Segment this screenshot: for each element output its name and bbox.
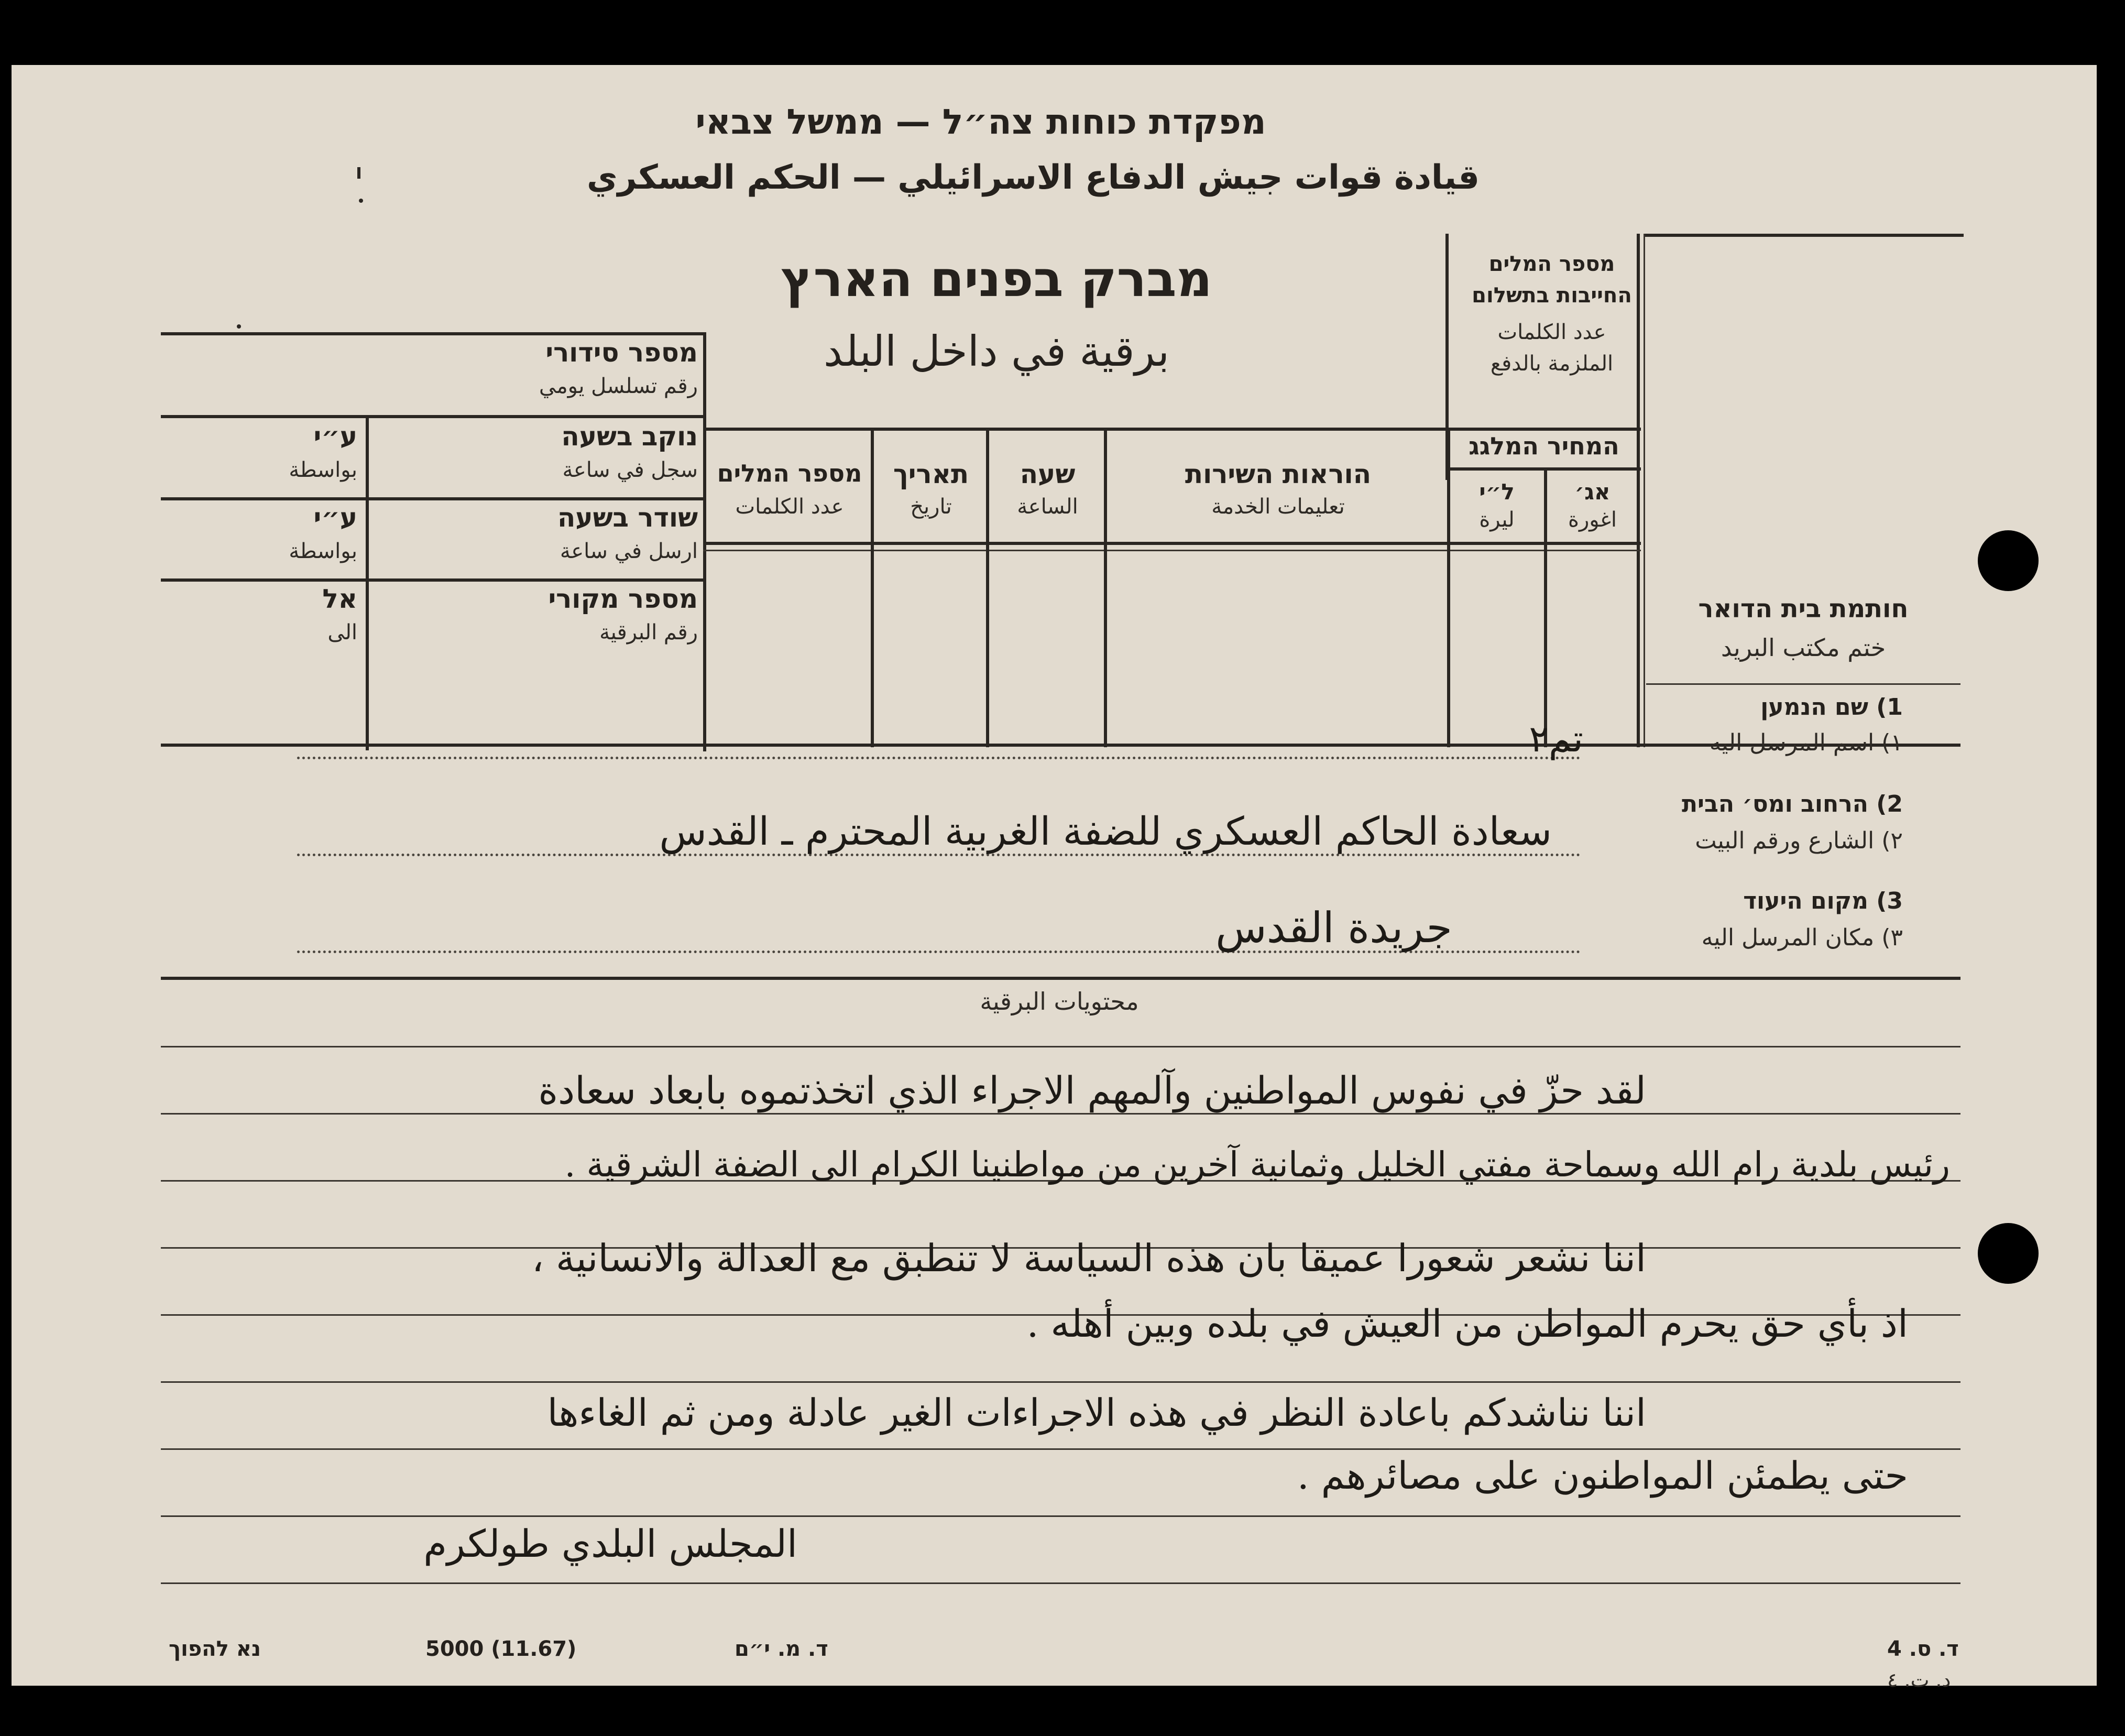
contents-label: محتويات البرقية — [980, 987, 1139, 1016]
recipient-value: تم٢ — [1529, 717, 1583, 760]
message-line-3: اننا نشعر شعورا عميقا بان هذه السياسة لا تنطبق مع العدالة والانسانية ، — [531, 1236, 1646, 1280]
words-col-ar: عدد الكلمات — [735, 495, 844, 519]
footer-form-he: ד. ס. 4 — [1887, 1637, 1959, 1661]
footer-turn-page: נא להפוך — [169, 1637, 261, 1661]
agorot-label-ar: اغورة — [1568, 508, 1617, 532]
word-count-label-he: מספר המלים החייבות בתשלום — [1472, 252, 1632, 308]
service-col-he: הוראות השירות — [1185, 459, 1372, 489]
via-label-ar-1: بواسطة — [289, 458, 357, 482]
rule — [366, 415, 369, 750]
original-label-ar: رقم البرقية — [599, 620, 698, 645]
date-col-ar: تاريخ — [910, 495, 952, 519]
rule — [1104, 428, 1107, 747]
rule — [1644, 234, 1645, 747]
header-hebrew-title: מפקדת כוחות צה״ל — ממשל צבאי — [695, 102, 1266, 142]
rule — [161, 415, 706, 418]
signature: المجلس البلدي طولكرم — [423, 1522, 797, 1566]
rule — [871, 428, 874, 747]
ruled-line — [161, 1113, 1960, 1115]
footer-dm: ד. מ. י״ם — [735, 1637, 828, 1661]
words-col-he: מספר המלים — [717, 459, 862, 487]
received-label-ar: سجل في ساعة — [562, 458, 698, 482]
destination-label-he: 3) מקום היעוד — [1743, 888, 1903, 914]
form-title-hebrew: מברק בפנים הארץ — [781, 251, 1212, 308]
footer-form-ar: د. ت. ٤ — [1887, 1668, 1951, 1691]
rule — [703, 550, 1641, 551]
message-line-4: اذ بأي حق يحرم المواطن من العيش في بلده وبين أهله . — [1026, 1302, 1908, 1346]
sent-label-ar: ارسل في ساعة — [560, 539, 698, 563]
via-label-ar-2: بواسطة — [289, 539, 357, 563]
rule — [161, 497, 706, 500]
postmark-label-ar: ختم مكتب البريد — [1721, 634, 1886, 662]
lira-label-he: ל״י — [1479, 479, 1515, 505]
ruled-line — [161, 1046, 1960, 1047]
word-count-label-ar: عدد الكلمات الملزمة بالدفع — [1490, 320, 1614, 376]
ruled-line — [161, 1381, 1960, 1383]
footer-print-code: 5000 (11.67) — [425, 1637, 577, 1661]
form-title-arabic: برقية في داخل البلد — [824, 327, 1169, 376]
price-label-he: המחיר המלגג — [1469, 432, 1619, 460]
message-line-5: اننا نناشدكم باعادة النظر في هذه الاجراءات الغير عادلة ومن ثم الغاءها — [547, 1391, 1646, 1435]
via-label-he-2: ע״י — [313, 503, 357, 533]
message-line-6: حتى يطمئن المواطنون على مصائرهم . — [1297, 1454, 1908, 1498]
header-arabic-title: قيادة قوات جيش الدفاع الاسرائيلي — الحكم العسكري — [587, 158, 1480, 197]
ink-dot — [359, 199, 363, 203]
serial-label-he: מספר סידורי — [545, 337, 698, 368]
punch-hole — [1978, 1223, 2039, 1284]
street-label-ar: ٢) الشارع ورقم البيت — [1695, 827, 1903, 854]
ruled-line — [161, 1448, 1960, 1450]
to-label-he: אל — [322, 584, 357, 614]
street-value: سعادة الحاكم العسكري للضفة الغربية المحترم ـ القدس — [659, 809, 1552, 854]
original-label-he: מספר מקורי — [548, 584, 698, 614]
hour-col-ar: الساعة — [1017, 495, 1078, 519]
lira-label-ar: ليرة — [1479, 508, 1515, 532]
recipient-label-ar: ١) اسم المرسل اليه — [1709, 729, 1903, 756]
destination-value: جريدة القدس — [1215, 903, 1452, 952]
recipient-label-he: 1) שם הנמען — [1760, 694, 1903, 720]
street-label-he: 2) הרחוב ומס׳ הבית — [1681, 791, 1903, 817]
ruled-line — [161, 1515, 1960, 1517]
rule — [161, 332, 706, 335]
rule — [986, 428, 989, 747]
rule — [1646, 683, 1960, 685]
serial-label-ar: رقم تسلسل يومي — [539, 374, 698, 398]
to-label-ar: الى — [327, 620, 357, 645]
message-line-2: رئيس بلدية رام الله وسماحة مفتي الخليل وثمانية آخرين من مواطنينا الكرام الى الضفة الشرقية . — [564, 1144, 1950, 1185]
agorot-label-he: אג׳ — [1574, 479, 1611, 505]
ink-dot — [237, 324, 241, 329]
sent-label-he: שודר בשעה — [557, 503, 698, 533]
rule — [1645, 234, 1964, 237]
via-label-he-1: ע״י — [313, 421, 357, 452]
hour-col-he: שעה — [1020, 459, 1076, 489]
message-line-1: لقد حزّ في نفوس المواطنين وآلمهم الاجراء الذي اتخذتموه بابعاد سعادة — [538, 1068, 1646, 1112]
date-col-he: תאריך — [893, 459, 969, 489]
rule — [161, 977, 1960, 980]
rule — [703, 428, 1641, 431]
ink-mark — [357, 167, 360, 179]
rule — [161, 578, 706, 582]
destination-label-ar: ٣) مكان المرسل اليه — [1701, 924, 1903, 951]
punch-hole — [1978, 530, 2039, 591]
postmark-label-he: חותמת בית הדואר — [1698, 594, 1909, 624]
service-col-ar: تعليمات الخدمة — [1211, 495, 1345, 519]
telegram-form — [12, 65, 2097, 1691]
rule — [703, 542, 1641, 545]
ruled-line — [161, 1582, 1960, 1584]
received-label-he: נוקב בשעה — [561, 421, 698, 452]
